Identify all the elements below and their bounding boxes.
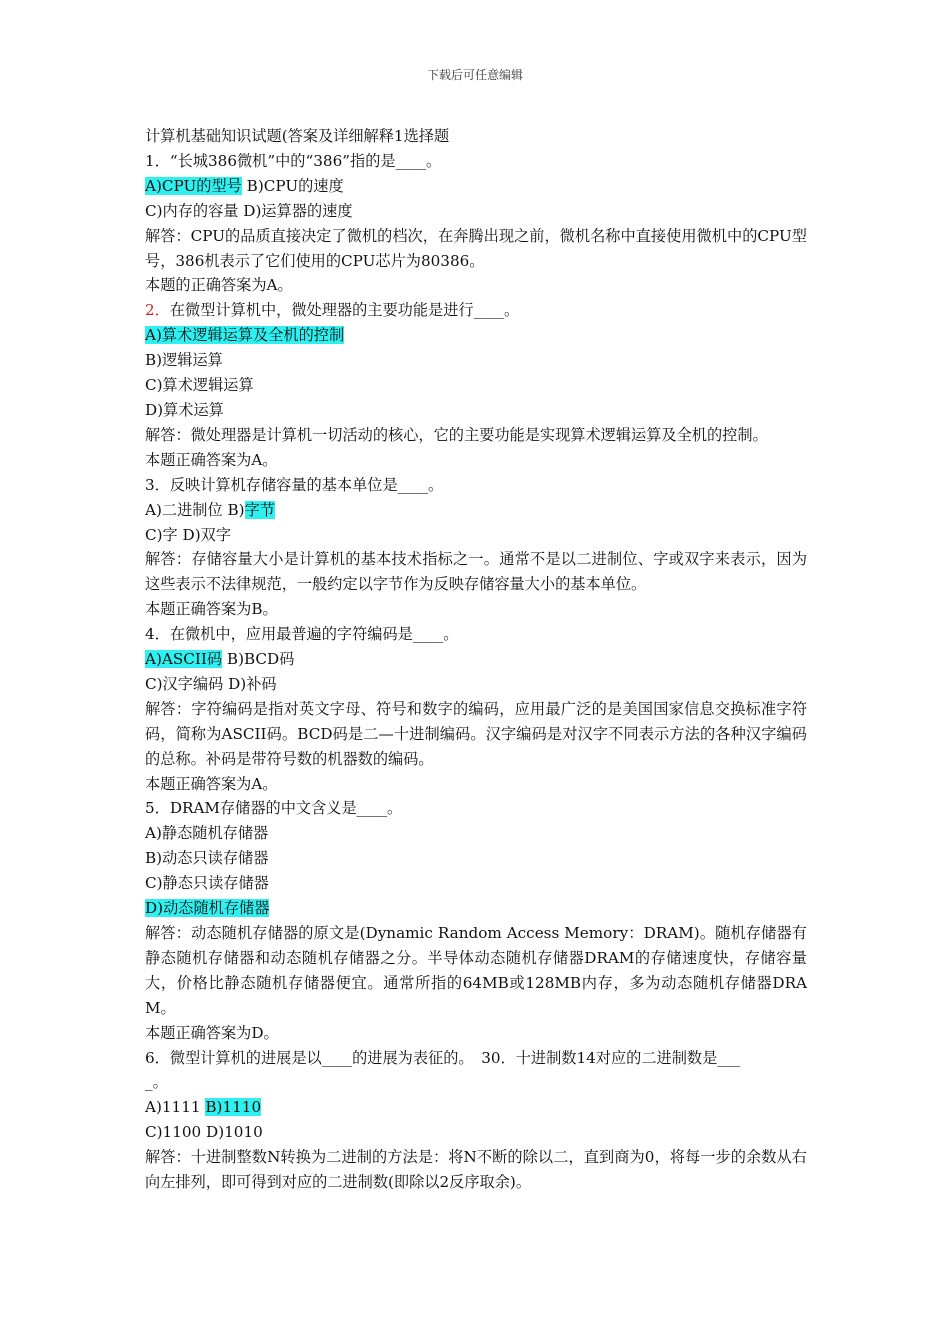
question-2-number: 2． <box>145 301 170 320</box>
question-5-stem: 5．DRAM存储器的中文含义是____。 <box>145 799 403 818</box>
question-6-stem-line-2: _。 <box>145 1073 168 1092</box>
question-1-answer: 本题的正确答案为A。 <box>145 276 293 295</box>
question-5-option-a: A)静态随机存储器 <box>145 824 269 843</box>
question-4-explanation: 解答：字符编码是指对英文字母、符号和数字的编码，应用最广泛的是美国国家信息交换标准字符码，简称为ASCII码。BCD码是二—十进制编码。汉字编码是对汉字不同表示方法的各种汉字编码的总称。补码是带符号数的机器数的编码。 <box>145 699 807 768</box>
question-6-options-cd: C)1100 D)1010 <box>145 1123 263 1142</box>
page-header: 下载后可任意编辑 <box>426 68 523 82</box>
document-body <box>145 124 807 1195</box>
question-2-text: 在微型计算机中，微处理器的主要功能是进行____。 <box>169 301 520 320</box>
question-5-option-c: C)静态只读存储器 <box>145 874 269 893</box>
question-3-options-ab <box>145 498 807 523</box>
question-2-option-d: D)算术运算 <box>145 400 224 419</box>
question-2-option-c: C)算术逻辑运算 <box>145 376 254 395</box>
document-title: 计算机基础知识试题(答案及详细解释1选择题 <box>145 127 450 145</box>
question-2-explanation: 解答：微处理器是计算机一切活动的核心，它的主要功能是实现算术逻辑运算及全机的控制。 <box>145 425 768 444</box>
question-4-stem: 4．在微机中，应用最普遍的字符编码是____。 <box>145 625 459 644</box>
question-3-option-a: A)二进制位 B) <box>145 500 245 519</box>
question-5-answer: 本题正确答案为D。 <box>145 1023 279 1042</box>
question-6-stem-line-1: 6．微型计算机的进展是以____的进展为表征的。 30．十进制数14对应的二进制数是___ <box>145 1048 741 1067</box>
question-3-explanation: 解答：存储容量大小是计算机的基本技术指标之一。通常不是以二进制位、字或双字来表示，因为这些表示不法律规范，一般约定以字节作为反映存储容量大小的基本单位。 <box>145 550 807 594</box>
question-2-option-a-row <box>145 323 807 348</box>
question-1-options-ab <box>145 174 807 199</box>
question-6-option-a: A)1111 <box>145 1098 206 1117</box>
question-4-options-ab <box>145 647 807 672</box>
question-1-option-b: B)CPU的速度 <box>241 176 344 195</box>
question-1-option-a-highlighted: A)CPU的型号 <box>145 176 242 195</box>
question-1-options-cd: C)内存的容量 D)运算器的速度 <box>145 201 353 220</box>
question-3-stem: 3．反映计算机存储容量的基本单位是____。 <box>145 475 444 494</box>
question-6-options-ab <box>145 1095 807 1120</box>
question-2-option-b: B)逻辑运算 <box>145 351 223 370</box>
question-3-options-cd: C)字 D)双字 <box>145 525 232 544</box>
question-5-option-d-row <box>145 896 807 921</box>
question-4-answer: 本题正确答案为A。 <box>145 774 278 793</box>
question-2-stem <box>145 298 807 323</box>
question-3-option-b-highlighted: 字节 <box>244 500 275 519</box>
question-5-option-d-highlighted: D)动态随机存储器 <box>145 899 270 918</box>
question-2-answer: 本题正确答案为A。 <box>145 450 278 469</box>
question-4-option-b: B)BCD码 <box>222 650 295 669</box>
question-6-explanation: 解答：十进制整数N转换为二进制的方法是：将N不断的除以二，直到商为0，将每一步的余数从右向左排列，即可得到对应的二进制数(即除以2反序取余)。 <box>145 1148 807 1192</box>
question-4-options-cd: C)汉字编码 D)补码 <box>145 674 277 693</box>
question-2-option-a-highlighted: A)算术逻辑运算及全机的控制 <box>145 326 345 345</box>
question-4-option-a-highlighted: A)ASCII码 <box>145 650 223 669</box>
question-3-answer: 本题正确答案为B。 <box>145 600 278 619</box>
question-1-explanation: 解答：CPU的品质直接决定了微机的档次，在奔腾出现之前，微机名称中直接使用微机中的CPU型号，386机表示了它们使用的CPU芯片为80386。 <box>145 226 807 270</box>
question-6-option-b-highlighted: B)1110 <box>205 1098 262 1117</box>
question-1-stem: 1．“长城386微机”中的“386”指的是____。 <box>145 151 442 170</box>
question-5-option-b: B)动态只读存储器 <box>145 849 269 868</box>
question-5-explanation: 解答：动态随机存储器的原文是(Dynamic Random Access Memory：DRAM)。随机存储器有静态随机存储器和动态随机存储器之分。半导体动态随机存储器DRAM的存储速度快，存储容量大，价格比静态随机存储器便宜。通常所指的64MB或128MB内存，多为动态随机存储器DRAM。 <box>145 924 807 1017</box>
